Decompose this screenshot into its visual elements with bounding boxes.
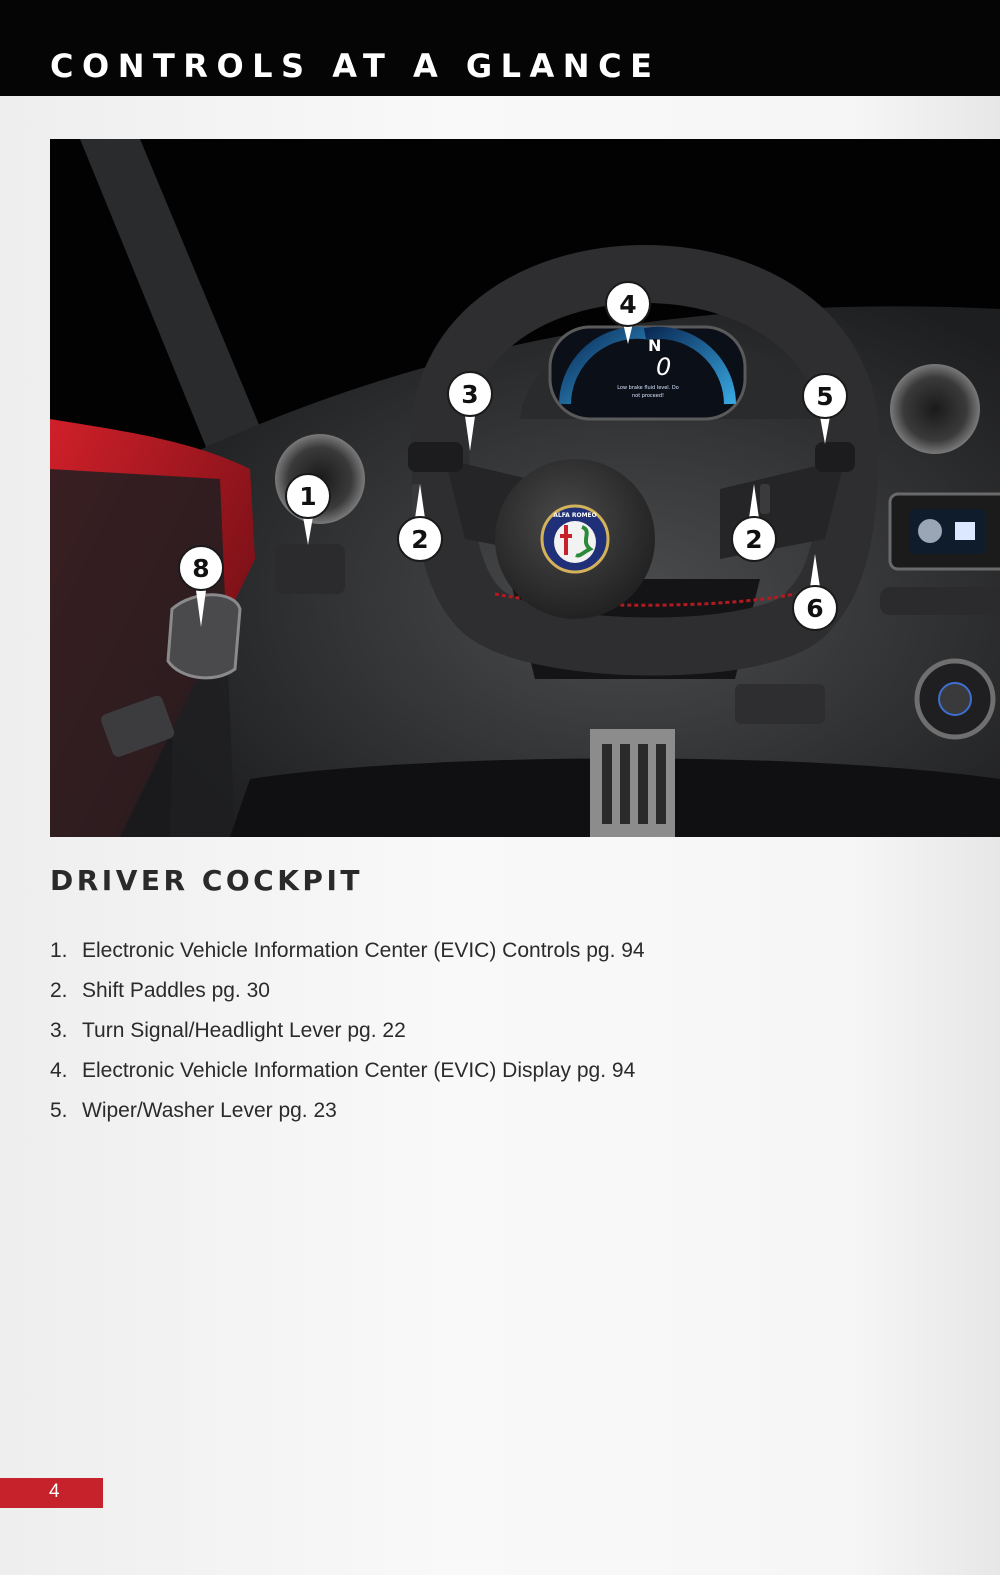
list-item-text: Shift Paddles pg. 30 <box>82 979 270 1002</box>
callout-label: 2 <box>745 525 763 554</box>
cluster-message-line-2: not proceed! <box>631 393 665 399</box>
callout-label: 8 <box>192 554 210 583</box>
list-item-text: Wiper/Washer Lever pg. 23 <box>82 1099 337 1122</box>
list-item-number: 4. <box>50 1059 68 1082</box>
cockpit-photo <box>50 139 1000 837</box>
list-item-text: Electronic Vehicle Information Center (EVIC) Display pg. 94 <box>82 1059 636 1082</box>
list-item-number: 5. <box>50 1099 68 1122</box>
controls-list <box>50 934 645 1134</box>
cluster-message-line-1: Low brake fluid level. Do <box>617 385 679 391</box>
list-item <box>50 974 645 1014</box>
page-header <box>0 0 1000 96</box>
cluster-speed: 0 <box>656 353 672 381</box>
list-item-text: Electronic Vehicle Information Center (EVIC) Controls pg. 94 <box>82 939 645 962</box>
list-item-number: 2. <box>50 979 68 1002</box>
badge-text: ALFA ROMEO <box>553 512 597 519</box>
page-number: 4 <box>49 1481 60 1502</box>
callout-label: 5 <box>816 382 834 411</box>
list-item <box>50 1014 645 1054</box>
list-item-number: 3. <box>50 1019 68 1042</box>
callout-label: 1 <box>299 482 317 511</box>
header-title: CONTROLS AT A GLANCE <box>50 47 661 85</box>
callout-label: 4 <box>619 290 637 319</box>
section-heading: DRIVER COCKPIT <box>50 864 363 897</box>
evic-controls <box>275 544 345 594</box>
callout-label: 2 <box>411 525 429 554</box>
right-paddle <box>760 484 770 514</box>
list-item-text: Turn Signal/Headlight Lever pg. 22 <box>82 1019 406 1042</box>
list-item <box>50 1094 645 1134</box>
list-item-number: 1. <box>50 939 68 962</box>
list-item <box>50 934 645 974</box>
wiper-lever <box>815 442 855 472</box>
door-handle <box>168 595 240 678</box>
right-vent <box>890 364 980 454</box>
turn-signal-lever <box>408 442 463 472</box>
cluster-gear: N <box>648 336 662 355</box>
page-number-tab <box>0 1478 103 1508</box>
callout-label: 3 <box>461 380 479 409</box>
callout-label: 6 <box>806 594 824 623</box>
list-item <box>50 1054 645 1094</box>
